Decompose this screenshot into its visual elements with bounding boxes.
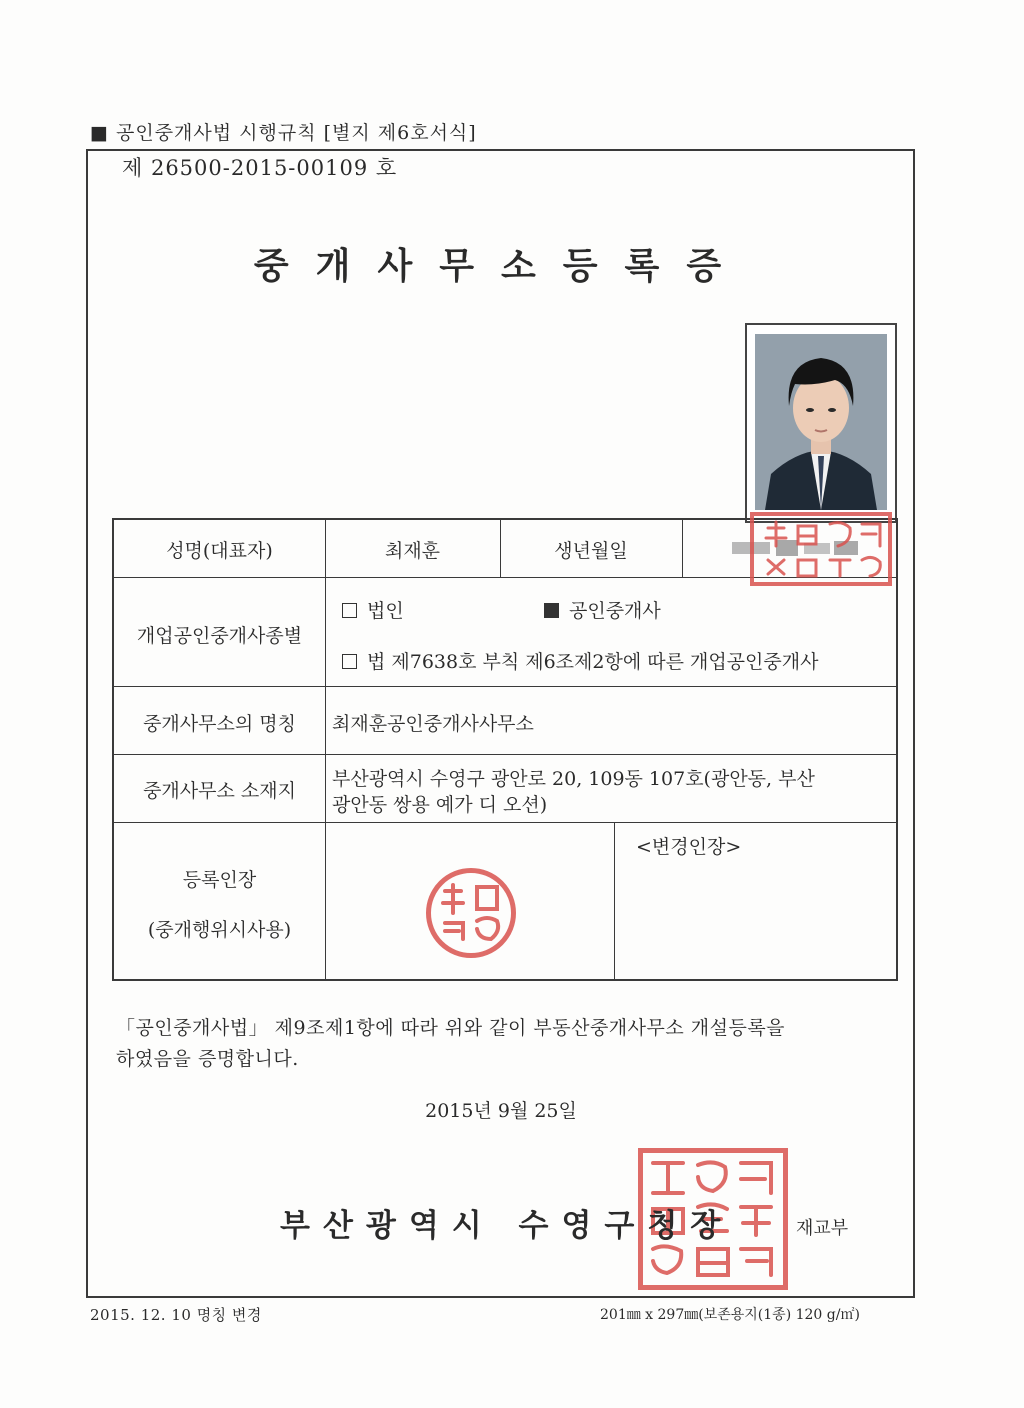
option-corporation: 법인: [342, 596, 404, 623]
checkbox-checked-icon: [544, 603, 559, 618]
page-title: 중개사무소등록증: [253, 245, 749, 287]
agent-type-label: 개업공인중개사종별: [136, 625, 303, 647]
address-label: 중개사무소 소재지: [143, 780, 296, 802]
footer-paper-spec: 201㎜ x 297㎜(보존용지(1종) 120 g/㎡): [600, 1307, 860, 1323]
issue-date: 2015년 9월 25일: [425, 1100, 577, 1122]
statement-line-2: 하였음을 증명합니다.: [116, 1048, 299, 1070]
registered-seal-stamp: [426, 868, 516, 958]
seal-sublabel: (중개행위시사용): [147, 919, 292, 941]
seal-label: 등록인장: [182, 869, 257, 891]
changed-seal-label: <변경인장>: [636, 836, 742, 858]
birth-label: 생년월일: [554, 540, 628, 562]
reissue-tag: 재교부: [796, 1218, 849, 1239]
name-label: 성명(대표자): [166, 540, 273, 562]
office-name-value: 최재훈공인중개사사무소: [332, 713, 534, 735]
address-line-1: 부산광역시 수영구 광안로 20, 109동 107호(광안동, 부산: [332, 768, 815, 790]
id-photo-frame: [745, 323, 897, 523]
issuer-name: 부산광역시 수영구청장: [280, 1208, 734, 1244]
checkbox-empty-icon: [342, 654, 357, 669]
form-label: ■ 공인중개사법 시행규칙 [별지 제6호서식]: [90, 122, 477, 144]
info-table: [112, 518, 898, 981]
statement-line-1: 「공인중개사법」 제9조제1항에 따라 위와 같이 부동산중개사무소 개설등록을: [116, 1017, 786, 1039]
name-value: 최재훈: [384, 540, 441, 562]
footer-change-note: 2015. 12. 10 명칭 변경: [90, 1306, 262, 1324]
address-line-2: 광안동 쌍용 예가 디 오션): [332, 794, 548, 816]
certification-statement: [116, 1013, 785, 1075]
registration-number: 제 26500-2015-00109 호: [122, 156, 398, 180]
option-licensed-agent: 공인중개사: [544, 596, 661, 623]
checkbox-empty-icon: [342, 603, 357, 618]
option-law-agent: 법 제7638호 부칙 제6조제2항에 따른 개업공인중개사: [342, 647, 818, 674]
id-photo: [755, 334, 887, 510]
photo-seal-stamp: [750, 512, 892, 586]
office-name-label: 중개사무소의 명칭: [143, 713, 296, 735]
portrait-image: [755, 334, 887, 510]
